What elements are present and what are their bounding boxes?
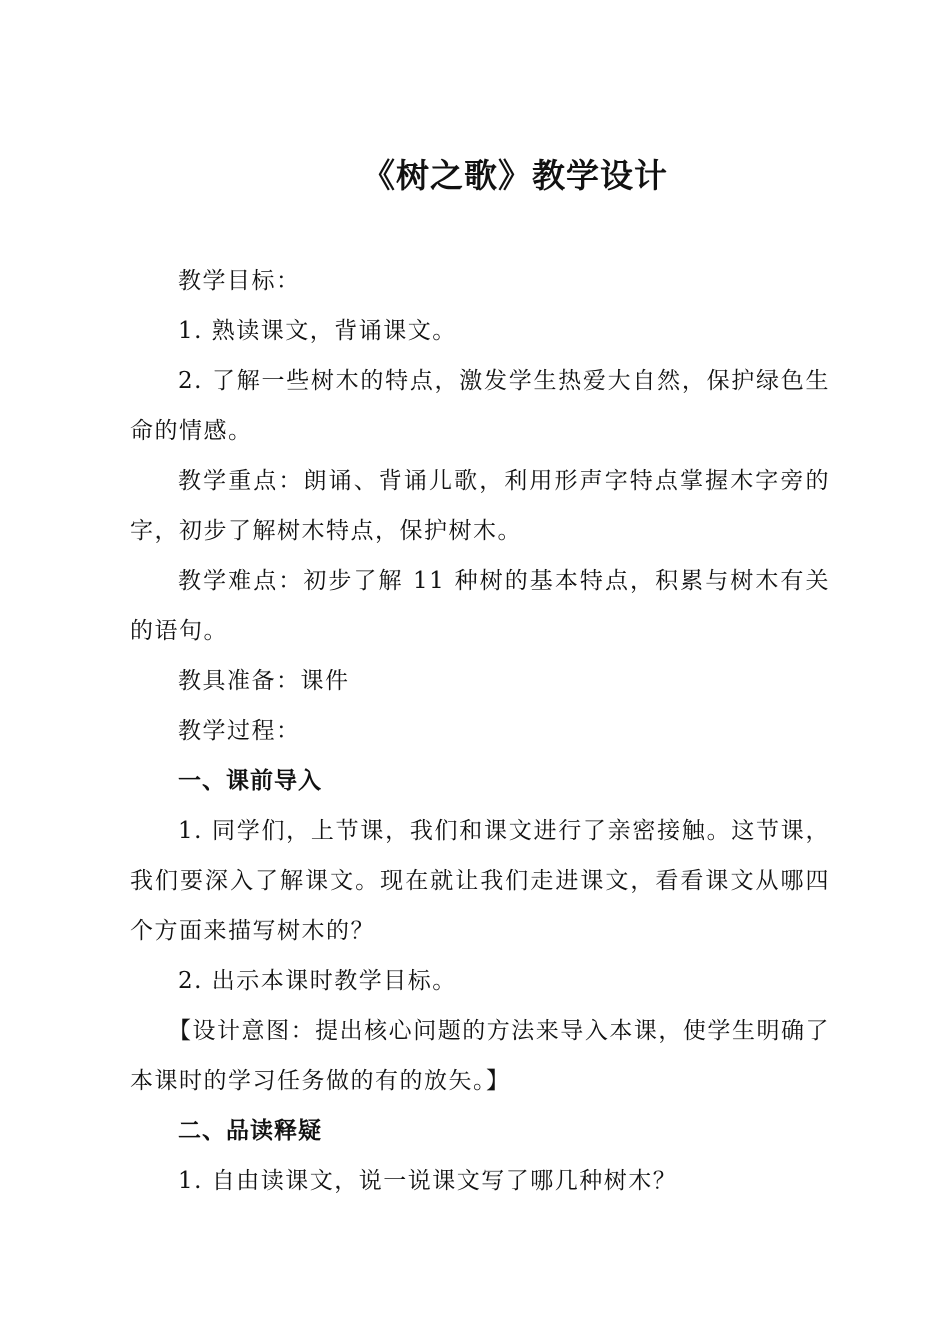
document-body [130, 256, 830, 1206]
document-title: 《树之歌》教学设计 [362, 156, 668, 195]
objective-1: 1. 熟读课文，背诵课文。 [178, 318, 457, 344]
section-2-heading: 二、品读释疑 [178, 1117, 322, 1144]
objective-2: 2. 了解一些树木的特点，激发学生热爱大自然，保护绿色生命的情感。 [130, 368, 830, 444]
section-1-item-1: 1. 同学们，上节课，我们和课文进行了亲密接触。这节课，我们要深入了解课文。现在就让我们走进课文，看看课文从哪四个方面来描写树木的？ [130, 818, 830, 944]
section-1-item-2: 2. 出示本课时教学目标。 [178, 968, 457, 994]
section-2-item-1: 1. 自由读课文，说一说课文写了哪几种树木？ [178, 1168, 678, 1194]
materials: 教具准备：课件 [178, 668, 350, 694]
objectives-label: 教学目标： [178, 268, 301, 294]
section-1-design-note: 【设计意图：提出核心问题的方法来导入本课，使学生明确了本课时的学习任务做的有的放矢。】 [130, 1018, 830, 1094]
key-points: 教学重点：朗诵、背诵儿歌，利用形声字特点掌握木字旁的字，初步了解树木特点，保护树木。 [130, 468, 830, 544]
section-1-heading: 一、课前导入 [178, 767, 322, 794]
difficulties: 教学难点：初步了解 11 种树的基本特点，积累与树木有关的语句。 [130, 568, 830, 644]
process-label: 教学过程： [178, 718, 301, 744]
